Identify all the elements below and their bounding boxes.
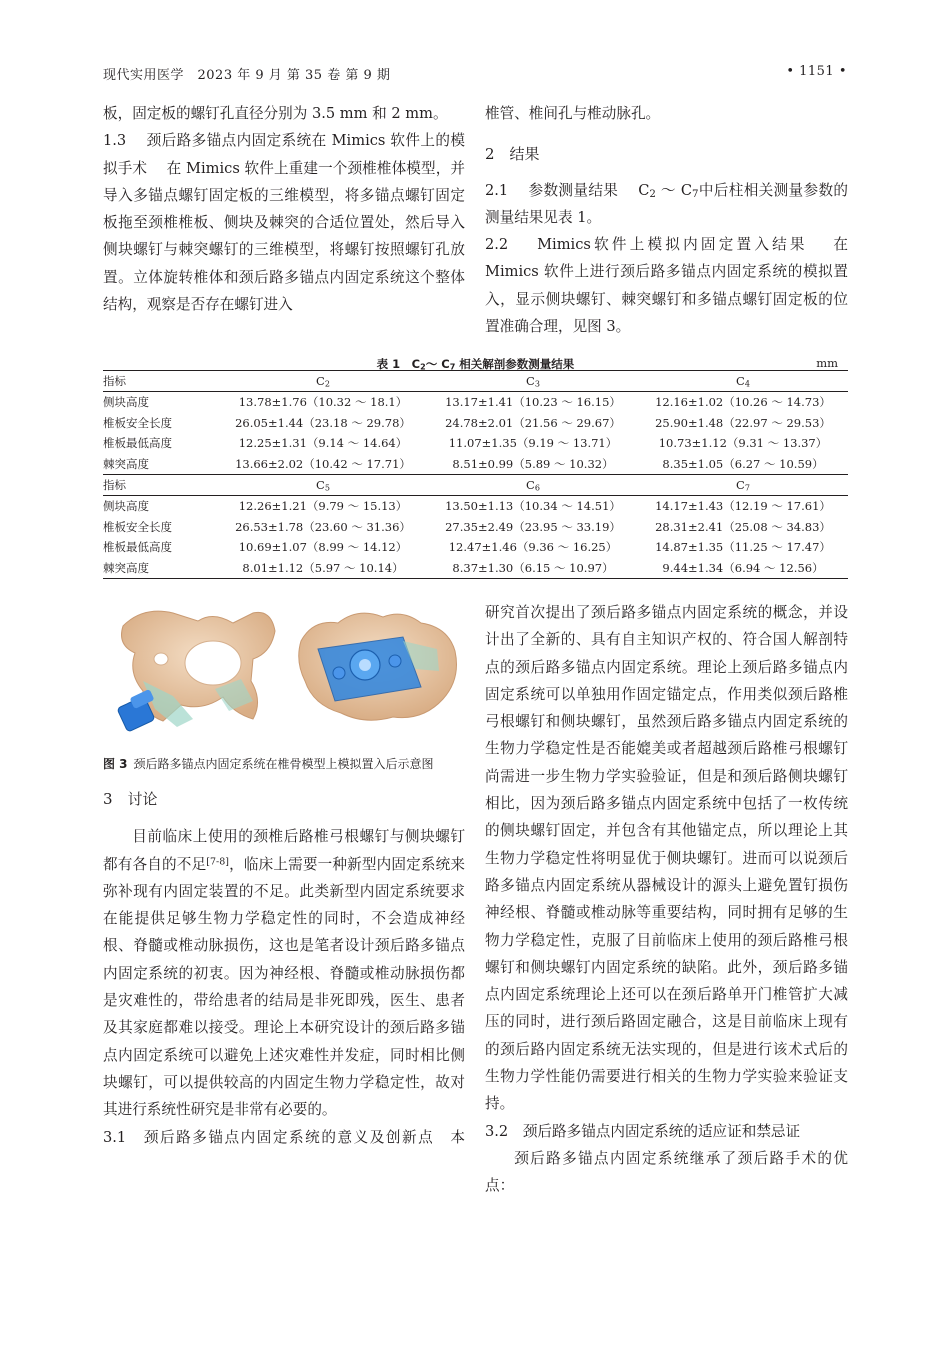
text-run: C	[316, 478, 325, 493]
table-column-header	[218, 371, 428, 392]
table-row	[103, 454, 848, 475]
section-number: 1.3	[103, 132, 127, 150]
text-run: C	[526, 478, 535, 493]
table-column-header	[218, 475, 428, 496]
table-cell: 10.69±1.07（8.99 ～ 14.12）	[238, 540, 408, 555]
table-cell: 11.07±1.35（9.19 ～ 13.71）	[448, 436, 618, 451]
vertebra-illustration	[103, 601, 465, 741]
section-number: 2.2	[485, 236, 509, 254]
text-run: 中后柱相关测量参数的测量结果见表 1。	[485, 181, 848, 226]
section-title: 参数测量结果	[528, 181, 619, 199]
text-run: 相关解剖参数测量结果	[455, 357, 575, 371]
section-title: Mimics软件上模拟内固定置入结果	[537, 236, 808, 254]
table-cell: 26.53±1.78（23.60 ～ 31.36）	[235, 519, 411, 534]
figure-3	[103, 601, 465, 741]
table-cell: 28.31±2.41（25.08 ～ 34.83）	[655, 519, 831, 534]
table-cell: 13.50±1.13（10.34 ～ 14.51）	[445, 499, 621, 514]
section-number: 3.1	[103, 1128, 127, 1146]
table-cell: 24.78±2.01（21.56 ～ 29.67）	[445, 415, 621, 430]
figure-caption	[103, 755, 434, 772]
section-2-2	[485, 231, 848, 340]
section-3-1	[103, 1124, 465, 1151]
section-number: 3.2	[485, 1122, 509, 1140]
table-cell: 13.66±2.02（10.42 ～ 17.71）	[235, 456, 411, 471]
data-table	[103, 370, 848, 579]
table-row	[103, 558, 848, 579]
table-row-label: 椎板最低高度	[103, 540, 172, 555]
section-body: 在 Mimics 软件上进行颈后路多锚点内固定系统的模拟置入，显示侧块螺钉、棘突螺钉和多锚点螺钉固定板的位置准确合理，见图 3。	[485, 236, 849, 336]
subscript: 3	[534, 379, 540, 389]
table-row-label: 椎板安全长度	[103, 415, 172, 430]
paragraph: 板，固定板的螺钉孔直径分别为 3.5 mm 和 2 mm。	[103, 105, 448, 122]
table-cell: 12.16±1.02（10.26 ～ 14.73）	[655, 395, 831, 410]
table-cell: 8.51±0.99（5.89 ～ 10.32）	[452, 456, 614, 471]
section-2-1	[485, 177, 848, 232]
section-title: 颈后路多锚点内固定系统在 Mimics 软件上的模拟手术	[103, 132, 466, 177]
table-row-label: 椎板最低高度	[103, 436, 172, 451]
vertebra-model-left	[117, 611, 275, 732]
table-cell: 13.78±1.76（10.32 ～ 18.1）	[238, 395, 408, 410]
section-body: 本	[450, 1128, 465, 1146]
text-run: ，临床上需要一种新型内固定系统来弥补现有内固定装置的不足。此类新型内固定系统要求在能提供足够生物力学稳定性的同时，不会造成神经根、脊髓或椎动脉损伤，这也是笔者设计颈后路多锚点内固定系统的初衷。因为神经根、脊髓或椎动脉损伤都是灾难性的，带给患者的结局是非死即残，医生、患者及其家庭都难以接受。理论上本研究设计的颈后路多锚点内固定系统可以避免上述灾难性并发症，同时相比侧块螺钉，可以提供较高的内固定生物力学稳定性，故对其进行系统性研究是非常有必要的。	[103, 855, 465, 1119]
subscript: 4	[744, 379, 750, 389]
table-cell: 8.37±1.30（6.15 ～ 10.97）	[428, 558, 638, 579]
running-header-journal: 现代实用医学 2023 年 9 月 第 35 卷 第 9 期	[103, 68, 391, 83]
page-number: • 1151 •	[786, 64, 847, 79]
subscript: 7	[691, 188, 699, 200]
table-row-label: 棘突高度	[103, 456, 149, 471]
table-cell: 8.35±1.05（6.27 ～ 10.59）	[662, 456, 824, 471]
section-3-2	[485, 1118, 848, 1145]
table-cell: 26.05±1.44（23.18 ～ 29.78）	[235, 415, 411, 430]
table-cell: 12.25±1.31（9.14 ～ 14.64）	[238, 436, 408, 451]
paragraph: 研究首次提出了颈后路多锚点内固定系统的概念，并设计出了全新的、具有自主知识产权的、符合国人解剖特点的颈后路多锚点内固定系统。理论上颈后路多锚点内固定系统可以单独用作固定锚定点，作用类似颈后路椎弓根螺钉和侧块螺钉，虽然颈后路多锚点内固定系统的生物力学稳定性是否能媲美或者超越颈后路椎弓根螺钉尚需进一步生物力学实验验证，但是和颈后路侧块螺钉相比，因为颈后路多锚点内固定系统中包括了一枚传统的侧块螺钉固定，并包含有其他锚定点，所以理论上其生物力学稳定性将明显优于侧块螺钉。进而可以说颈后路多锚点内固定系统从器械设计的源头上避免置钉损伤神经根、脊髓或椎动脉等重要结构，同时拥有足够的生物力学稳定性，克服了目前临床上使用的颈后路椎弓根螺钉和侧块螺钉内固定系统的缺陷。此外，颈后路多锚点内固定系统理论上还可以在颈后路单开门椎管扩大减压的同时，进行颈后路固定融合，这是目前临床上现有的颈后路内固定系统无法实现的，但是进行该术式后的生物力学性能仍需要进行相关的生物力学实验来验证支持。	[485, 604, 848, 1113]
text-run: C	[736, 478, 745, 493]
subscript: 5	[324, 483, 330, 493]
table-cell: 8.01±1.12（5.97 ～ 10.14）	[218, 558, 428, 579]
table-column-header	[638, 371, 848, 392]
table-cell: 9.44±1.34（6.94 ～ 12.56）	[638, 558, 848, 579]
table-row	[103, 496, 848, 517]
vertebra-model-right	[299, 613, 457, 720]
table-cell: 14.87±1.35（11.25 ～ 17.47）	[655, 540, 831, 555]
section-heading-results: 2 结果	[485, 145, 540, 164]
section-body: 在 Mimics 软件上重建一个颈椎椎体模型，并导入多锚点螺钉固定板的三维模型，将多锚点螺钉固定板拖至颈椎椎板、侧块及棘突的合适位置处，然后导入侧块螺钉与棘突螺钉的三维模型，将螺钉按照螺钉孔放置。立体旋转椎体和颈后路多锚点内固定系统这个整体结构，观察是否存在螺钉进入	[103, 159, 465, 314]
paragraph	[103, 823, 465, 1123]
text-run: C	[526, 374, 535, 388]
figure-caption-text: 颈后路多锚点内固定系统在椎骨模型上模拟置入后示意图	[133, 757, 434, 771]
section-1-3	[103, 127, 465, 318]
right-column-top	[485, 100, 848, 340]
table-cell: 13.17±1.41（10.23 ～ 16.15）	[445, 395, 621, 410]
text-run: C	[316, 374, 325, 388]
table-row	[103, 413, 848, 433]
subscript: 2	[420, 362, 426, 372]
figure-label: 图 3	[103, 757, 128, 771]
section-number: 2.1	[485, 181, 509, 199]
table-header-label: 指标	[103, 475, 218, 496]
citation: [7-8]	[206, 855, 229, 867]
table-unit: mm	[816, 356, 838, 370]
text-run: 目前临床上使用的颈椎后路椎弓根螺钉与侧块螺钉都有各自的不足	[103, 828, 465, 873]
table-cell: 12.47±1.46（9.36 ～ 16.25）	[448, 540, 618, 555]
table-row-label: 侧块高度	[103, 395, 149, 410]
text-run: 表 1 C	[376, 357, 421, 371]
paragraph: 颈后路多锚点内固定系统继承了颈后路手术的优点：	[485, 1149, 848, 1195]
section-heading-discussion: 3 讨论	[103, 790, 158, 808]
right-column-bottom	[485, 599, 848, 1200]
subscript: 2	[649, 188, 656, 200]
table-header-label: 指标	[103, 371, 218, 392]
table-cell: 12.26±1.21（9.79 ～ 15.13）	[238, 499, 408, 514]
subscript: 7	[449, 362, 456, 372]
subscript: 7	[744, 483, 750, 493]
paragraph: 椎管、椎间孔与椎动脉孔。	[485, 105, 661, 122]
table-header-row	[103, 371, 848, 392]
table-row-label: 椎板安全长度	[103, 519, 172, 534]
table-row	[103, 392, 848, 413]
text-run: ～ C	[425, 357, 450, 371]
table-column-header	[428, 371, 638, 392]
section-title: 颈后路多锚点内固定系统的意义及创新点	[143, 1128, 435, 1146]
table-row-label: 侧块高度	[103, 499, 149, 514]
left-column-top	[103, 100, 465, 318]
table-cell: 10.73±1.12（9.31 ～ 13.37）	[658, 436, 828, 451]
section-title: 颈后路多锚点内固定系统的适应证和禁忌证	[522, 1122, 801, 1140]
table-row	[103, 517, 848, 537]
table-row	[103, 433, 848, 453]
subscript: 6	[534, 483, 540, 493]
table-row-label: 棘突高度	[103, 558, 218, 579]
left-column-bottom	[103, 786, 465, 1151]
table-cell: 25.90±1.48（22.97 ～ 29.53）	[655, 415, 831, 430]
text-run: C	[638, 181, 650, 199]
table-cell: 14.17±1.43（12.19 ～ 17.61）	[655, 499, 831, 514]
table-header-row	[103, 475, 848, 496]
text-run: ～ C	[655, 181, 692, 199]
table-column-header	[638, 475, 848, 496]
table-column-header	[428, 475, 638, 496]
table-cell: 27.35±2.49（23.95 ～ 33.19）	[445, 519, 621, 534]
table-row	[103, 537, 848, 557]
subscript: 2	[324, 379, 330, 389]
text-run: C	[736, 374, 745, 388]
